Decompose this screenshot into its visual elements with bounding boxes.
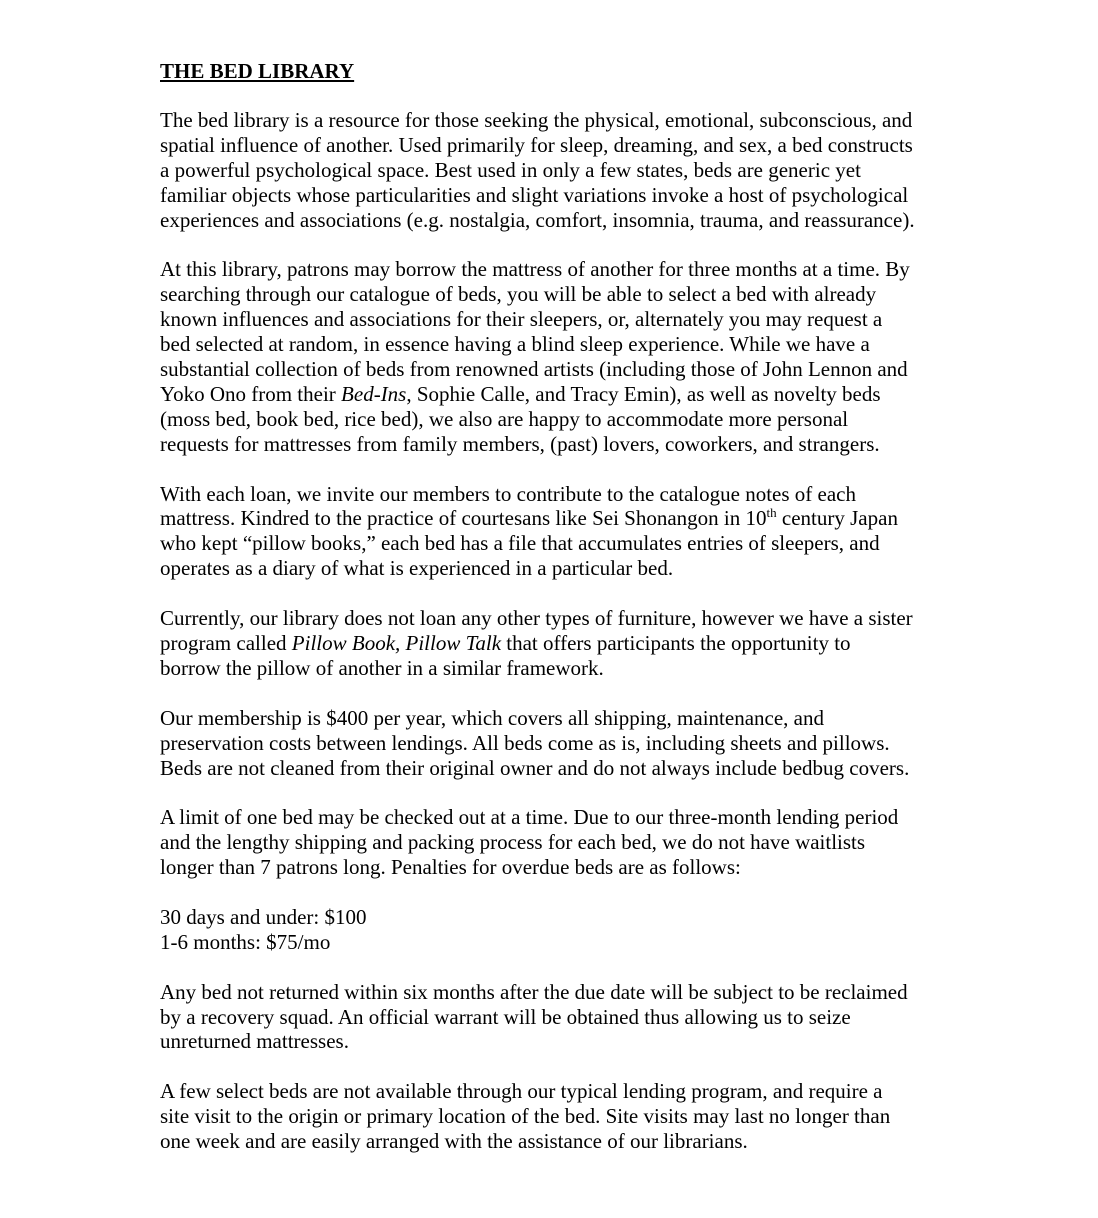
text-line: Currently, our library does not loan any other types of furniture, however we have a sister bbox=[160, 606, 913, 631]
text-line: who kept “pillow books,” each bed has a file that accumulates entries of sleepers, and bbox=[160, 531, 880, 556]
text-line: The bed library is a resource for those seeking the physical, emotional, subconscious, and bbox=[160, 108, 913, 132]
text-line: spatial influence of another. Used primarily for sleep, dreaming, and sex, a bed constructs bbox=[160, 132, 913, 157]
paragraph-membership bbox=[160, 706, 960, 781]
document-title: THE BED LIBRARY bbox=[160, 59, 355, 83]
paragraph-catalogue-notes bbox=[160, 482, 960, 582]
text-line: A few select beds are not available through our typical lending program, and require a bbox=[160, 1079, 883, 1104]
paragraph-recovery bbox=[160, 980, 960, 1055]
text-line: one week and are easily arranged with the assistance of our librarians. bbox=[160, 1129, 748, 1154]
text-segment: mattress. Kindred to the practice of courtesans like Sei Shonangon in 10 bbox=[160, 506, 767, 531]
paragraph-borrowing bbox=[160, 257, 960, 456]
text-line: A limit of one bed may be checked out at a time. Due to our three-month lending period bbox=[160, 805, 899, 830]
text-line: unreturned mattresses. bbox=[160, 1029, 349, 1054]
text-segment: , Sophie Calle, and Tracy Emin), as well as novelty beds bbox=[406, 381, 881, 406]
text-line: With each loan, we invite our members to contribute to the catalogue notes of each bbox=[160, 481, 856, 506]
text-line: operates as a diary of what is experienced in a particular bed. bbox=[160, 556, 674, 581]
text-line: borrow the pillow of another in a similar framework. bbox=[160, 655, 604, 680]
text-line: bed selected at random, in essence having a blind sleep experience. While we have a bbox=[160, 332, 870, 357]
paragraph-sister-program bbox=[160, 606, 960, 681]
superscript: th bbox=[766, 505, 777, 521]
text-line: familiar objects whose particularities and slight variations invoke a host of psychological bbox=[160, 182, 909, 207]
italic-title: Bed-Ins bbox=[341, 381, 407, 406]
italic-title: Pillow Book, Pillow Talk bbox=[291, 630, 502, 655]
text-line: by a recovery squad. An official warrant will be obtained thus allowing us to seize bbox=[160, 1004, 851, 1029]
document-page bbox=[160, 58, 960, 1179]
text-line bbox=[160, 506, 960, 531]
text-segment: Yoko Ono from their bbox=[160, 381, 342, 406]
text-line: known influences and associations for their sleepers, or, alternately you may request a bbox=[160, 307, 883, 332]
penalty-list bbox=[160, 905, 960, 955]
paragraph-intro bbox=[160, 108, 960, 233]
text-line: (moss bed, book bed, rice bed), we also are happy to accommodate more personal bbox=[160, 406, 849, 431]
text-line: requests for mattresses from family members, (past) lovers, coworkers, and strangers. bbox=[160, 431, 880, 456]
text-segment: century Japan bbox=[776, 506, 898, 531]
text-line: experiences and associations (e.g. nostalgia, comfort, insomnia, trauma, and reassurance). bbox=[160, 207, 915, 232]
text-line: Our membership is $400 per year, which covers all shipping, maintenance, and bbox=[160, 705, 824, 730]
penalty-item: 30 days and under: $100 bbox=[160, 904, 367, 929]
text-line: At this library, patrons may borrow the mattress of another for three months at a time. By bbox=[160, 257, 910, 282]
text-segment: that offers participants the opportunity to bbox=[501, 630, 851, 655]
text-line bbox=[160, 382, 960, 407]
text-line: site visit to the origin or primary location of the bed. Site visits may last no longer than bbox=[160, 1104, 891, 1129]
text-line: searching through our catalogue of beds, you will be able to select a bed with already bbox=[160, 282, 877, 307]
text-line: longer than 7 patrons long. Penalties for overdue beds are as follows: bbox=[160, 855, 741, 880]
text-line: preservation costs between lendings. All beds come as is, including sheets and pillows. bbox=[160, 730, 890, 755]
text-line: and the lengthy shipping and packing process for each bed, we do not have waitlists bbox=[160, 830, 866, 855]
penalty-item: 1-6 months: $75/mo bbox=[160, 929, 331, 954]
text-line bbox=[160, 631, 960, 656]
text-line: Beds are not cleaned from their original owner and do not always include bedbug covers. bbox=[160, 755, 910, 780]
text-line: Any bed not returned within six months after the due date will be subject to be reclaimed bbox=[160, 979, 908, 1004]
paragraph-site-visits bbox=[160, 1079, 960, 1154]
text-segment: program called bbox=[160, 630, 292, 655]
text-line: a powerful psychological space. Best used in only a few states, beds are generic yet bbox=[160, 157, 861, 182]
paragraph-limits bbox=[160, 805, 960, 880]
text-line: substantial collection of beds from renowned artists (including those of John Lennon and bbox=[160, 357, 908, 382]
